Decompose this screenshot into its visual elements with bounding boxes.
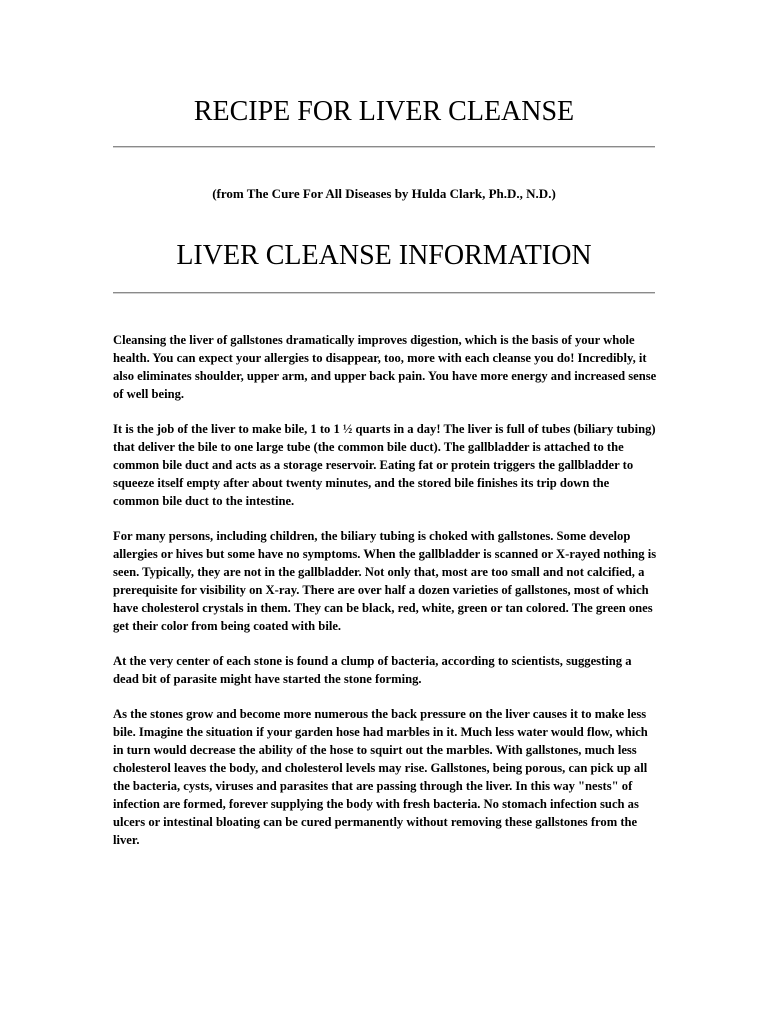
title-divider — [113, 146, 655, 148]
paragraph-gallstones: For many persons, including children, the biliary tubing is choked with gallstones. Some develop allergies or hives but some have no symptoms. When the gallbladder is scanned or X-rayed nothing is seen. Typically, they are not in the gallbladder. Not only that, most are too small and not calcified, a prerequisite for visibility on X-ray. There are over half a dozen varieties of gallstones, most of which have cholesterol crystals in them. They can be black, red, white, green or tan colored. The green ones get their color from being coated with bile. — [113, 529, 657, 633]
section-title: LIVER CLEANSE INFORMATION — [176, 240, 592, 271]
section-divider — [113, 292, 655, 294]
source-citation: (from The Cure For All Diseases by Hulda Clark, Ph.D., N.D.) — [212, 186, 556, 201]
paragraph-liver-bile: It is the job of the liver to make bile, 1 to 1 ½ quarts in a day! The liver is full of tubes (biliary tubing) that deliver the bile to one large tube (the common bile duct). The gallbladder is attached to the common bile duct and acts as a storage reservoir. Eating fat or protein triggers the gallbladder to squeeze itself empty after about twenty minutes, and the stored bile finishes its trip down the common bile duct to the intestine. — [113, 422, 656, 508]
document-title: RECIPE FOR LIVER CLEANSE — [193, 96, 575, 127]
body-text — [113, 331, 658, 866]
paragraph-benefits: Cleansing the liver of gallstones dramatically improves digestion, which is the basis of your whole health. You can expect your allergies to disappear, too, more with each cleanse you do! Incredibly, it also eliminates shoulder, upper arm, and upper back pain. You have more energy and increased sense of well being. — [113, 333, 657, 401]
paragraph-bacteria: At the very center of each stone is found a clump of bacteria, according to scientists, suggesting a dead bit of parasite might have started the stone forming. — [113, 654, 632, 686]
paragraph-back-pressure: As the stones grow and become more numerous the back pressure on the liver causes it to make less bile. Imagine the situation if your garden hose had marbles in it. Much less water would flow, which in turn would decrease the ability of the hose to squirt out the marbles. With gallstones, much less cholesterol leaves the body, and cholesterol levels may rise. Gallstones, being porous, can pick up all the bacteria, cysts, viruses and parasites that are passing through the liver. In this way "nests" of infection are formed, forever supplying the body with fresh bacteria. No stomach infection such as ulcers or intestinal bloating can be cured permanently without removing these gallstones from the liver. — [113, 707, 648, 847]
